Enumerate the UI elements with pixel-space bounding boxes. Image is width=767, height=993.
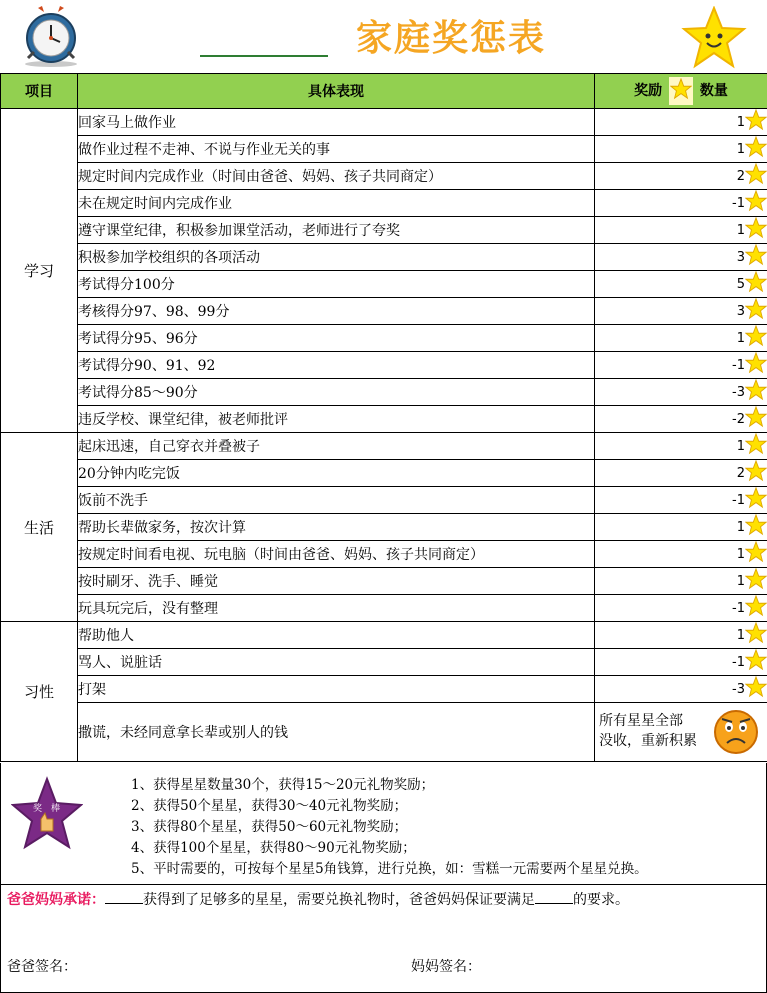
behavior-description: 起床迅速，自己穿衣并叠被子 — [78, 433, 595, 460]
table-row — [1, 676, 767, 703]
child-name-blank — [200, 55, 328, 57]
reward-quantity: 1 — [736, 114, 745, 130]
promise-blank-1 — [105, 903, 143, 904]
behavior-description: 考核得分97、98、99分 — [78, 298, 595, 325]
reward-quantity-cell — [595, 352, 767, 379]
col-header-desc: 具体表现 — [78, 74, 595, 109]
rule-item: 2、获得50个星星，获得30～40元礼物奖励； — [131, 798, 408, 814]
rule-item: 5、平时需要的，可按每个星星5角钱算，进行兑换，如：雪糕一元需要两个星星兑换。 — [131, 861, 648, 877]
reward-quantity: 1 — [736, 519, 745, 535]
reward-quantity-cell — [595, 298, 767, 325]
behavior-description: 骂人、说脏话 — [78, 649, 595, 676]
reward-quantity: 3 — [736, 249, 745, 265]
reward-quantity: -1 — [732, 357, 745, 373]
behavior-description: 帮助长辈做家务，按次计算 — [78, 514, 595, 541]
dad-signature-label: 爸爸签名： — [7, 959, 77, 975]
reward-quantity-cell — [595, 433, 767, 460]
behavior-description: 20分钟内吃完饭 — [78, 460, 595, 487]
star-icon — [745, 190, 767, 216]
table-row — [1, 595, 767, 622]
reward-quantity-cell — [595, 217, 767, 244]
smiley-star-icon — [680, 6, 748, 74]
col-header-reward-label: 奖励 — [634, 83, 663, 99]
reward-quantity-cell — [595, 460, 767, 487]
sad-face-icon — [713, 709, 759, 761]
reward-quantity: 1 — [736, 330, 745, 346]
reward-quantity: 3 — [736, 303, 745, 319]
penalty-note-line2: 没收，重新积累 — [599, 733, 697, 749]
star-icon — [745, 649, 767, 675]
reward-quantity-cell — [595, 595, 767, 622]
behavior-description: 考试得分95、96分 — [78, 325, 595, 352]
behavior-description: 玩具玩完后，没有整理 — [78, 595, 595, 622]
table-row — [1, 136, 767, 163]
behavior-description: 做作业过程不走神、不说与作业无关的事 — [78, 136, 595, 163]
behavior-description: 按时刷牙、洗手、睡觉 — [78, 568, 595, 595]
star-icon — [745, 595, 767, 621]
category-cell: 学习 — [1, 109, 78, 433]
table-row — [1, 433, 767, 460]
star-icon — [745, 298, 767, 324]
svg-text:棒: 棒 — [51, 804, 61, 814]
reward-quantity: 1 — [736, 573, 745, 589]
table-row — [1, 298, 767, 325]
star-icon — [745, 514, 767, 540]
star-icon — [745, 487, 767, 513]
behavior-description: 按规定时间看电视、玩电脑（时间由爸爸、妈妈、孩子共同商定） — [78, 541, 595, 568]
page-header — [0, 0, 767, 72]
table-row — [1, 352, 767, 379]
behavior-description: 撒谎，未经同意拿长辈或别人的钱 — [78, 703, 595, 762]
reward-quantity-cell — [595, 541, 767, 568]
table-row — [1, 460, 767, 487]
behavior-description: 规定时间内完成作业（时间由爸爸、妈妈、孩子共同商定） — [78, 163, 595, 190]
table-row — [1, 379, 767, 406]
star-icon — [745, 352, 767, 378]
star-icon — [745, 406, 767, 432]
behavior-description: 打架 — [78, 676, 595, 703]
category-cell: 习性 — [1, 622, 78, 762]
reward-quantity-cell — [595, 406, 767, 433]
behavior-description: 积极参加学校组织的各项活动 — [78, 244, 595, 271]
reward-quantity: 1 — [736, 546, 745, 562]
reward-quantity-cell — [595, 136, 767, 163]
reward-quantity: 2 — [736, 168, 745, 184]
page-title: 家庭奖惩表 — [356, 18, 547, 59]
reward-quantity: 1 — [736, 627, 745, 643]
reward-quantity-cell — [595, 271, 767, 298]
table-row — [1, 163, 767, 190]
reward-table — [0, 73, 767, 762]
table-row — [1, 649, 767, 676]
star-icon — [745, 676, 767, 702]
parent-promise — [7, 889, 629, 909]
reward-quantity: 5 — [736, 276, 745, 292]
rule-item: 3、获得80个星星，获得50～60元礼物奖励； — [131, 819, 408, 835]
penalty-note-line1: 所有星星全部 — [599, 713, 683, 729]
reward-quantity: 1 — [736, 438, 745, 454]
reward-quantity: 1 — [736, 222, 745, 238]
reward-quantity: -1 — [732, 195, 745, 211]
star-icon — [745, 379, 767, 405]
table-row — [1, 217, 767, 244]
promise-lead: 爸爸妈妈承诺： — [7, 892, 105, 908]
table-row — [1, 244, 767, 271]
behavior-description: 考试得分85～90分 — [78, 379, 595, 406]
svg-text:奖: 奖 — [33, 804, 43, 814]
reward-quantity-cell — [595, 109, 767, 136]
behavior-description: 回家马上做作业 — [78, 109, 595, 136]
star-icon — [745, 460, 767, 486]
star-icon — [745, 217, 767, 243]
table-header-row — [1, 74, 767, 109]
behavior-description: 考试得分100分 — [78, 271, 595, 298]
reward-quantity-cell — [595, 325, 767, 352]
reward-quantity: -3 — [732, 384, 745, 400]
rule-item: 1、获得星星数量30个，获得15～20元礼物奖励； — [131, 777, 435, 793]
star-icon — [745, 622, 767, 648]
rules-list — [131, 775, 648, 880]
table-row — [1, 109, 767, 136]
table-row — [1, 325, 767, 352]
table-row — [1, 406, 767, 433]
col-header-item: 项目 — [1, 74, 78, 109]
behavior-description: 未在规定时间内完成作业 — [78, 190, 595, 217]
star-icon — [745, 109, 767, 135]
table-row — [1, 703, 767, 762]
mom-signature-label: 妈妈签名： — [411, 959, 481, 975]
reward-quantity-cell — [595, 163, 767, 190]
thumbs-up-star-badge-icon — [11, 775, 83, 879]
table-row — [1, 622, 767, 649]
reward-quantity: 2 — [736, 465, 745, 481]
divider — [1, 884, 766, 885]
col-header-reward — [595, 74, 767, 109]
alarm-clock-icon — [20, 2, 82, 72]
table-row — [1, 568, 767, 595]
behavior-description: 考试得分90、91、92 — [78, 352, 595, 379]
penalty-note-cell — [595, 703, 767, 762]
rule-item: 4、获得100个星星，获得80～90元礼物奖励； — [131, 840, 416, 856]
behavior-description: 帮助他人 — [78, 622, 595, 649]
star-icon — [745, 271, 767, 297]
reward-quantity-cell — [595, 676, 767, 703]
star-icon — [745, 433, 767, 459]
behavior-description: 违反学校、课堂纪律，被老师批评 — [78, 406, 595, 433]
promise-text-b: 的要求。 — [573, 892, 629, 908]
star-icon — [745, 541, 767, 567]
star-icon — [745, 136, 767, 162]
reward-quantity-cell — [595, 622, 767, 649]
reward-quantity: 1 — [736, 141, 745, 157]
reward-quantity-cell — [595, 190, 767, 217]
star-icon — [745, 568, 767, 594]
star-icon — [669, 77, 693, 105]
table-row — [1, 514, 767, 541]
col-header-quantity-label: 数量 — [699, 83, 728, 99]
behavior-description: 饭前不洗手 — [78, 487, 595, 514]
reward-quantity: -2 — [732, 411, 745, 427]
category-cell: 生活 — [1, 433, 78, 622]
promise-blank-2 — [535, 903, 573, 904]
table-row — [1, 271, 767, 298]
table-row — [1, 190, 767, 217]
star-icon — [745, 163, 767, 189]
reward-quantity-cell — [595, 649, 767, 676]
reward-quantity: -1 — [732, 492, 745, 508]
reward-quantity: -1 — [732, 654, 745, 670]
promise-text-a: 获得到了足够多的星星，需要兑换礼物时，爸爸妈妈保证要满足 — [143, 892, 535, 908]
reward-quantity-cell — [595, 568, 767, 595]
reward-quantity: -3 — [732, 681, 745, 697]
behavior-description: 遵守课堂纪律，积极参加课堂活动，老师进行了夸奖 — [78, 217, 595, 244]
reward-quantity-cell — [595, 244, 767, 271]
reward-quantity-cell — [595, 379, 767, 406]
table-row — [1, 487, 767, 514]
rules-section — [0, 763, 767, 993]
reward-quantity-cell — [595, 487, 767, 514]
table-row — [1, 541, 767, 568]
star-icon — [745, 244, 767, 270]
star-icon — [745, 325, 767, 351]
reward-quantity-cell — [595, 514, 767, 541]
reward-quantity: -1 — [732, 600, 745, 616]
